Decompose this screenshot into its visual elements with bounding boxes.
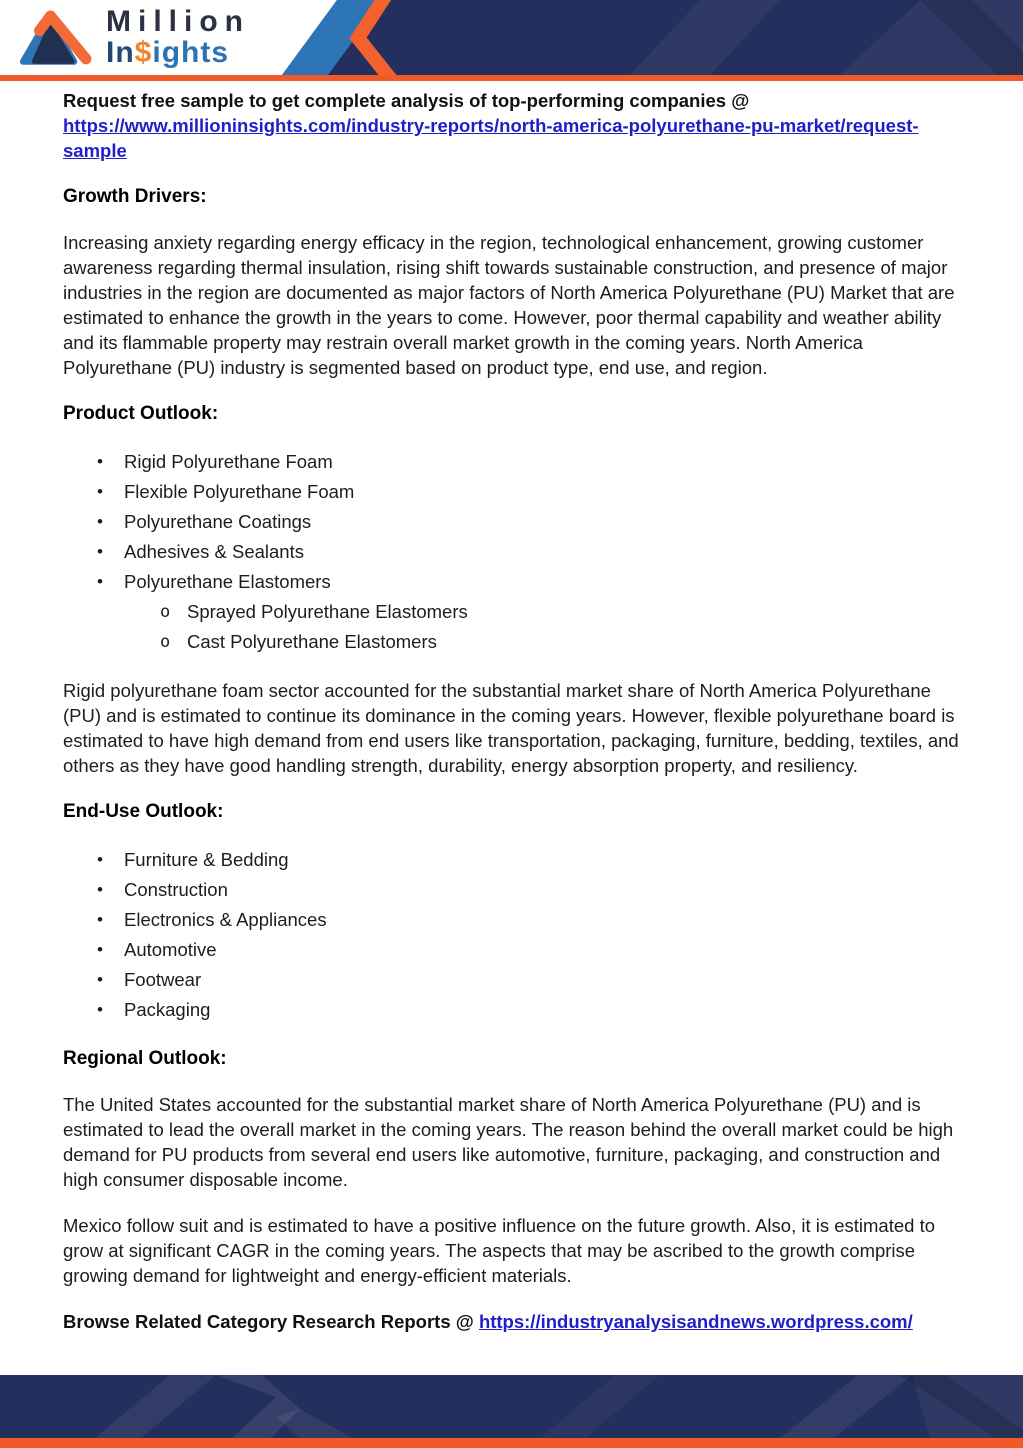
million-insights-logo (14, 5, 250, 69)
regional-outlook-heading: Regional Outlook: (63, 1048, 227, 1069)
list-item-label: Polyurethane Elastomers (124, 571, 331, 592)
logo-wordmark (106, 4, 250, 69)
list-item-label: Furniture & Bedding (124, 849, 289, 870)
request-sample-line (63, 88, 960, 163)
bullet-icon: • (97, 1000, 103, 1019)
list-item-label: Sprayed Polyurethane Elastomers (187, 601, 468, 622)
dollar-sign-icon: $ (134, 35, 153, 69)
logo-word-insights (106, 35, 250, 69)
bullet-icon: • (97, 940, 103, 959)
million-insights-logo-icon (14, 5, 96, 69)
end-use-outlook-heading: End-Use Outlook: (63, 801, 224, 822)
list-item-label: Cast Polyurethane Elastomers (187, 631, 437, 652)
list-item-label: Footwear (124, 969, 202, 990)
logo-word-ights: ights (152, 35, 230, 69)
list-item (63, 845, 960, 875)
list-item (63, 995, 960, 1025)
request-sample-link[interactable]: https://www.millioninsights.com/industry-reports/north-america-polyurethane-pu-market/request-sample (63, 115, 919, 161)
regional-outlook-paragraph-1: The United States accounted for the substantial market share of North America Polyurethane (PU) and is estimated to lead the overall market in the coming years. The reason behind the overall market could be high demand for PU products from several end users like automotive, furniture, packaging, and construction and high consumer disposable income. (63, 1094, 954, 1190)
browse-related-label: Browse Related Category Research Reports @ (63, 1311, 479, 1332)
regional-outlook-paragraph-2: Mexico follow suit and is estimated to have a positive influence on the future growth. Also, it is estimated to grow at significant CAGR in the coming years. The aspects that may be ascribed to the growth comprise growing demand for lightweight and energy-efficient materials. (63, 1215, 936, 1286)
logo-word-in: In (106, 35, 135, 69)
bullet-icon: • (97, 910, 103, 929)
product-outlook-paragraph: Rigid polyurethane foam sector accounted for the substantial market share of North America Polyurethane (PU) and is estimated to continue its dominance in the coming years. However, flexible polyurethane board is estimated to have high demand from end users like transportation, packaging, furniture, bedding, textiles, and others as they have good handling strength, durability, energy absorption property, and resiliency. (63, 680, 959, 776)
browse-related-line (63, 1309, 960, 1334)
bullet-icon: • (97, 482, 103, 501)
bullet-icon: • (97, 512, 103, 531)
list-subitem (63, 627, 960, 657)
list-item (63, 537, 960, 567)
bullet-icon: • (97, 542, 103, 561)
footer-orange-stripe (0, 1438, 1023, 1448)
page-header (0, 0, 1023, 75)
list-item-label: Automotive (124, 939, 217, 960)
list-item-label: Flexible Polyurethane Foam (124, 481, 355, 502)
list-item-label: Rigid Polyurethane Foam (124, 451, 333, 472)
bullet-icon: • (97, 970, 103, 989)
list-item (63, 567, 960, 597)
end-use-outlook-list (63, 845, 960, 1025)
list-item (63, 447, 960, 477)
logo-word-million: Million (106, 4, 250, 38)
bullet-icon: • (97, 572, 103, 591)
list-item (63, 965, 960, 995)
product-outlook-heading: Product Outlook: (63, 403, 219, 424)
list-item-label: Packaging (124, 999, 211, 1020)
list-item-label: Polyurethane Coatings (124, 511, 312, 532)
page-footer (0, 1375, 1023, 1448)
list-item (63, 875, 960, 905)
wordpress-link[interactable]: https://industryanalysisandnews.wordpress.com/ (478, 1311, 913, 1332)
list-item (63, 507, 960, 537)
document-body (0, 81, 1023, 1375)
growth-drivers-heading: Growth Drivers: (63, 186, 207, 207)
list-item-label: Construction (124, 879, 228, 900)
sub-bullet-icon: o (160, 602, 171, 622)
bullet-icon: • (97, 880, 103, 899)
list-item (63, 477, 960, 507)
list-item-label: Electronics & Appliances (124, 909, 327, 930)
footer-banner-graphic (0, 1375, 1023, 1438)
list-item (63, 935, 960, 965)
list-item (63, 905, 960, 935)
header-banner-graphic (280, 0, 1023, 75)
list-item-label: Adhesives & Sealants (124, 541, 304, 562)
product-outlook-list (63, 447, 960, 657)
bullet-icon: • (97, 452, 103, 471)
bullet-icon: • (97, 850, 103, 869)
sub-bullet-icon: o (160, 632, 171, 652)
list-subitem (63, 597, 960, 627)
request-sample-text: Request free sample to get complete analysis of top-performing companies @ (63, 90, 750, 111)
growth-drivers-paragraph: Increasing anxiety regarding energy efficacy in the region, technological enhancement, growing customer awareness regarding thermal insulation, rising shift towards sustainable construction, and presence of major industries in the region are documented as major factors of North America Polyurethane (PU) Market that are estimated to enhance the growth in the years to come. However, poor thermal capability and weather ability and its flammable property may restrain overall market growth in the coming years. North America Polyurethane (PU) industry is segmented based on product type, end use, and region. (63, 232, 955, 378)
